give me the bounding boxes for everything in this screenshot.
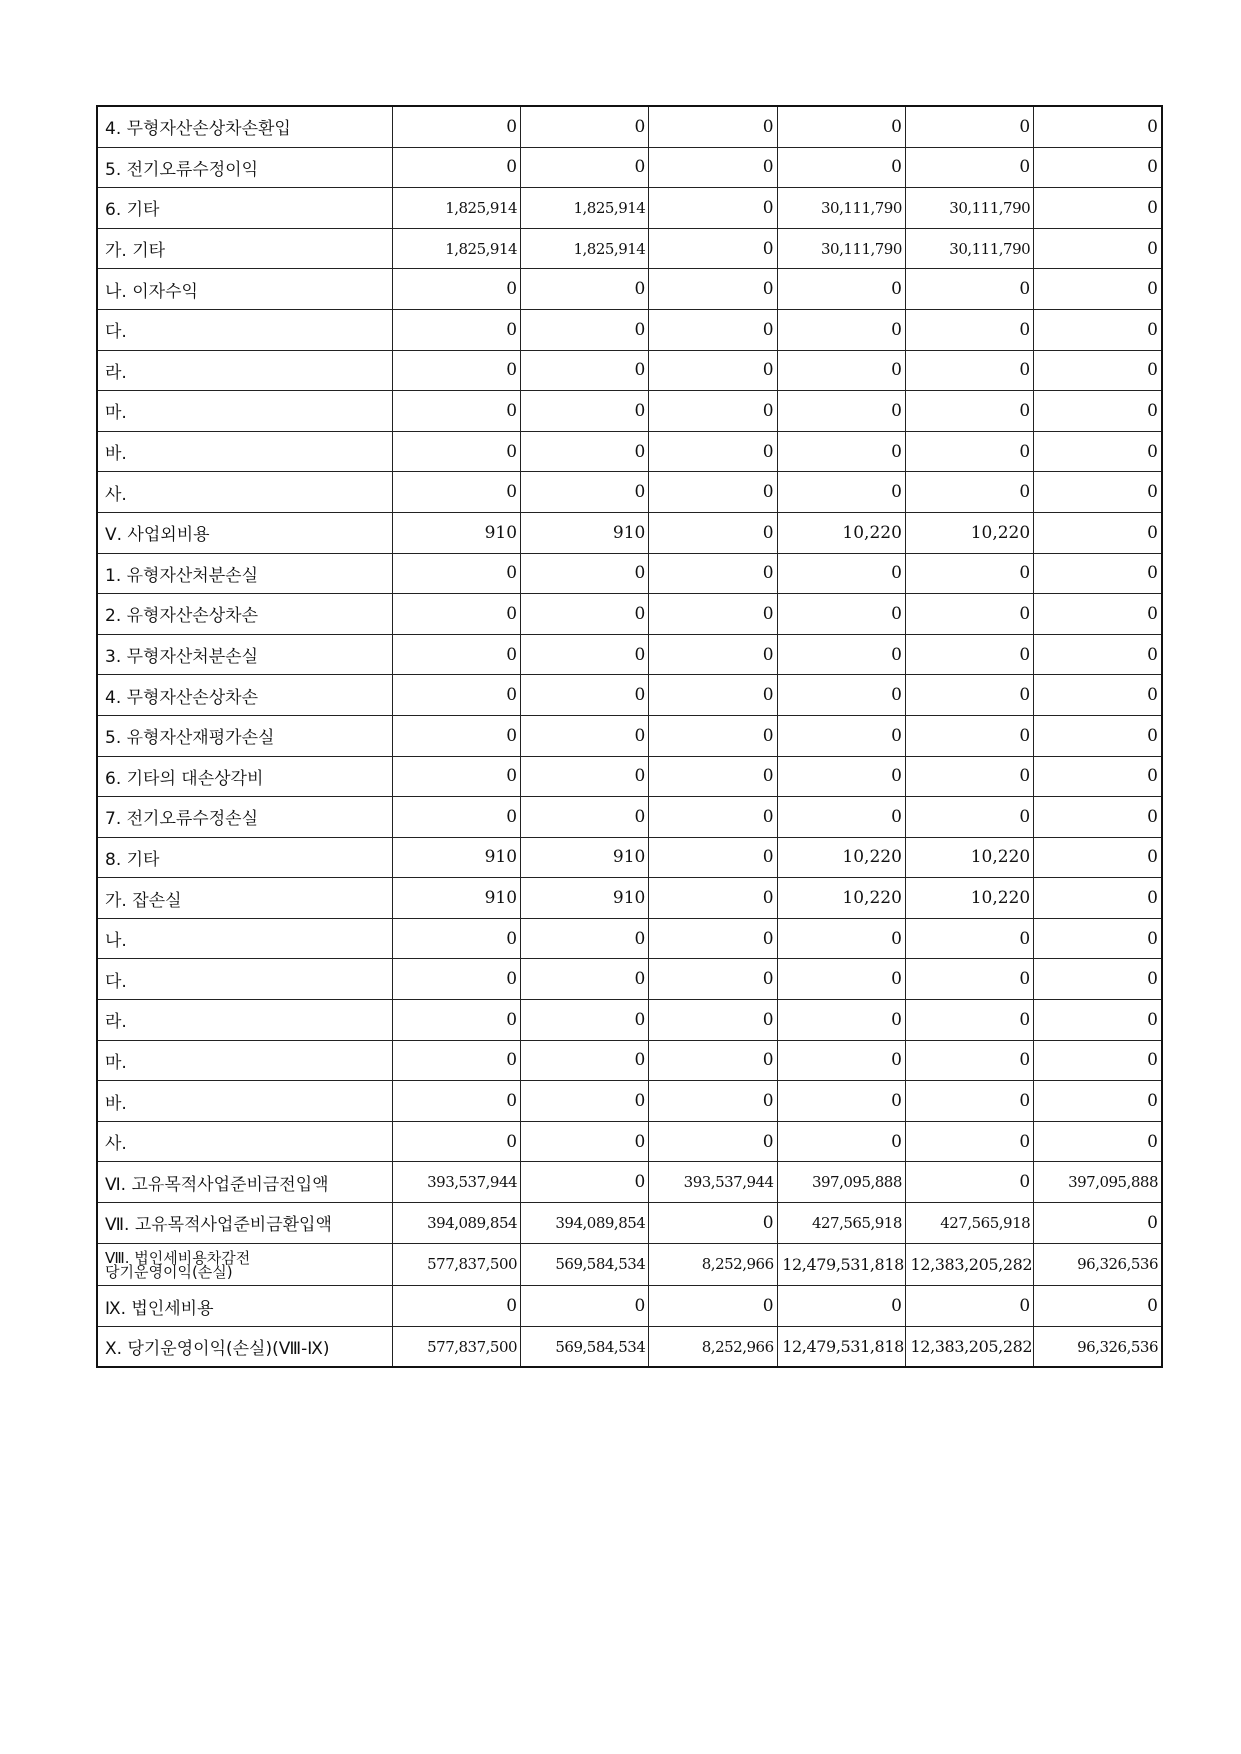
value-cell: 0 [649,512,777,553]
value-cell: 0 [521,797,649,838]
value-cell: 0 [521,106,649,147]
row-label: 5. 유형자산재평가손실 [97,715,392,756]
table-row [97,228,1162,269]
value-cell: 30,111,790 [905,188,1033,229]
row-label: Ⅶ. 고유목적사업준비금환입액 [97,1203,392,1244]
value-cell: 0 [521,634,649,675]
row-label: 3. 무형자산처분손실 [97,634,392,675]
value-cell: 0 [905,1040,1033,1081]
row-label: 라. [97,1000,392,1041]
value-cell: 0 [1034,959,1162,1000]
value-cell: 910 [521,512,649,553]
value-cell: 0 [777,594,905,635]
value-cell: 0 [777,756,905,797]
value-cell: 393,537,944 [649,1162,777,1203]
value-cell: 0 [777,553,905,594]
value-cell: 0 [649,837,777,878]
value-cell: 0 [905,147,1033,188]
value-cell: 0 [649,594,777,635]
value-cell: 30,111,790 [777,188,905,229]
value-cell: 0 [521,715,649,756]
value-cell: 0 [905,1121,1033,1162]
value-cell: 0 [521,350,649,391]
value-cell: 0 [1034,228,1162,269]
value-cell: 0 [521,269,649,310]
value-cell: 0 [392,1121,520,1162]
value-cell: 1,825,914 [392,188,520,229]
value-cell: 0 [649,188,777,229]
value-cell: 0 [1034,634,1162,675]
value-cell: 0 [649,1000,777,1041]
value-cell: 0 [905,959,1033,1000]
table-row [97,391,1162,432]
value-cell: 0 [521,675,649,716]
value-cell: 0 [521,431,649,472]
value-cell: 0 [905,634,1033,675]
value-cell: 0 [521,472,649,513]
value-cell: 393,537,944 [392,1162,520,1203]
value-cell: 10,220 [905,837,1033,878]
value-cell: 0 [392,715,520,756]
value-cell: 0 [521,1081,649,1122]
row-label: 1. 유형자산처분손실 [97,553,392,594]
row-label: Ⅴ. 사업외비용 [97,512,392,553]
value-cell: 8,252,966 [649,1243,777,1286]
value-cell: 0 [521,756,649,797]
value-cell: 0 [521,594,649,635]
value-cell: 0 [777,918,905,959]
value-cell: 0 [1034,106,1162,147]
value-cell: 0 [905,756,1033,797]
row-label: 나. [97,918,392,959]
value-cell: 0 [777,391,905,432]
value-cell: 910 [392,878,520,919]
value-cell: 0 [1034,756,1162,797]
value-cell: 394,089,854 [392,1203,520,1244]
row-label: 8. 기타 [97,837,392,878]
value-cell: 0 [1034,1286,1162,1327]
row-label: 다. [97,959,392,1000]
value-cell: 0 [392,959,520,1000]
table-row [97,472,1162,513]
value-cell: 0 [777,797,905,838]
value-cell: 0 [905,797,1033,838]
value-cell: 0 [521,1040,649,1081]
value-cell: 0 [777,472,905,513]
value-cell: 1,825,914 [521,188,649,229]
value-cell: 0 [1034,878,1162,919]
table-row [97,797,1162,838]
income-statement-table [96,105,1163,1368]
value-cell: 0 [521,918,649,959]
table-row [97,1000,1162,1041]
value-cell: 0 [649,147,777,188]
value-cell: 910 [521,878,649,919]
value-cell: 0 [777,634,905,675]
table-row [97,878,1162,919]
value-cell: 0 [1034,269,1162,310]
value-cell: 0 [1034,350,1162,391]
value-cell: 0 [905,1000,1033,1041]
value-cell: 10,220 [777,878,905,919]
value-cell: 10,220 [905,512,1033,553]
value-cell: 910 [392,512,520,553]
value-cell: 0 [1034,675,1162,716]
value-cell: 0 [649,634,777,675]
table-row [97,1162,1162,1203]
value-cell: 0 [521,309,649,350]
value-cell: 0 [649,756,777,797]
table-row [97,269,1162,310]
value-cell: 0 [777,1286,905,1327]
row-label: 바. [97,431,392,472]
value-cell: 0 [649,228,777,269]
value-cell: 0 [649,472,777,513]
row-label: 가. 기타 [97,228,392,269]
row-label-line: Ⅷ. 법인세비용차감전 [105,1249,251,1268]
row-label [97,1243,392,1286]
value-cell: 0 [521,959,649,1000]
value-cell: 30,111,790 [777,228,905,269]
value-cell: 10,220 [777,512,905,553]
row-label: 마. [97,391,392,432]
value-cell: 0 [521,1121,649,1162]
value-cell: 0 [649,1081,777,1122]
row-label: 다. [97,309,392,350]
value-cell: 0 [649,1286,777,1327]
value-cell: 0 [905,1286,1033,1327]
value-cell: 577,837,500 [392,1243,520,1286]
value-cell: 0 [1034,188,1162,229]
value-cell: 0 [649,391,777,432]
value-cell: 0 [392,1286,520,1327]
table-row [97,675,1162,716]
value-cell: 0 [649,918,777,959]
value-cell: 0 [1034,391,1162,432]
row-label: Ⅸ. 법인세비용 [97,1286,392,1327]
value-cell: 0 [1034,918,1162,959]
value-cell: 96,326,536 [1034,1243,1162,1286]
value-cell: 0 [392,553,520,594]
value-cell: 0 [777,1040,905,1081]
value-cell: 0 [392,675,520,716]
value-cell: 0 [392,756,520,797]
value-cell: 0 [905,918,1033,959]
value-cell: 0 [1034,594,1162,635]
value-cell: 0 [392,1000,520,1041]
value-cell: 0 [905,1081,1033,1122]
value-cell: 0 [392,106,520,147]
value-cell: 427,565,918 [777,1203,905,1244]
value-cell: 0 [1034,431,1162,472]
value-cell: 0 [649,431,777,472]
row-label: Ⅵ. 고유목적사업준비금전입액 [97,1162,392,1203]
table-row [97,1121,1162,1162]
value-cell: 0 [1034,837,1162,878]
value-cell: 397,095,888 [777,1162,905,1203]
value-cell: 30,111,790 [905,228,1033,269]
value-cell: 0 [392,1081,520,1122]
table-row [97,309,1162,350]
value-cell: 0 [649,715,777,756]
value-cell: 0 [649,878,777,919]
value-cell: 10,220 [905,878,1033,919]
value-cell: 0 [649,106,777,147]
value-cell: 0 [777,1121,905,1162]
value-cell: 8,252,966 [649,1326,777,1367]
table-row [97,594,1162,635]
value-cell: 0 [905,715,1033,756]
value-cell: 10,220 [777,837,905,878]
value-cell: 0 [777,350,905,391]
value-cell: 0 [392,1040,520,1081]
row-label: 6. 기타 [97,188,392,229]
table-row [97,756,1162,797]
row-label: 사. [97,1121,392,1162]
value-cell: 0 [392,147,520,188]
value-cell: 0 [649,1203,777,1244]
value-cell: 0 [1034,1040,1162,1081]
value-cell: 569,584,534 [521,1243,649,1286]
table-row [97,147,1162,188]
value-cell: 0 [649,309,777,350]
table-row [97,512,1162,553]
value-cell: 0 [905,106,1033,147]
value-cell: 0 [777,1000,905,1041]
value-cell: 0 [1034,715,1162,756]
value-cell: 0 [392,472,520,513]
value-cell: 0 [777,431,905,472]
value-cell: 12,479,531,818 [777,1243,905,1286]
value-cell: 0 [521,1000,649,1041]
value-cell: 0 [521,553,649,594]
row-label: 4. 무형자산손상차손 [97,675,392,716]
table-row [97,715,1162,756]
value-cell: 0 [777,147,905,188]
value-cell: 0 [905,553,1033,594]
value-cell: 0 [649,553,777,594]
value-cell: 0 [777,106,905,147]
value-cell: 0 [777,309,905,350]
value-cell: 0 [777,675,905,716]
value-cell: 0 [649,350,777,391]
value-cell: 0 [649,1121,777,1162]
value-cell: 0 [649,1040,777,1081]
value-cell: 0 [777,269,905,310]
row-label: 2. 유형자산손상차손 [97,594,392,635]
value-cell: 0 [392,309,520,350]
table-row [97,959,1162,1000]
table-row [97,350,1162,391]
table-row [97,553,1162,594]
value-cell: 0 [1034,1203,1162,1244]
value-cell: 569,584,534 [521,1326,649,1367]
table-row [97,918,1162,959]
value-cell: 0 [649,269,777,310]
value-cell: 0 [521,1162,649,1203]
value-cell: 0 [392,918,520,959]
table-row [97,1203,1162,1244]
row-label: 라. [97,350,392,391]
table-row [97,1286,1162,1327]
value-cell: 0 [1034,1121,1162,1162]
value-cell: 0 [905,1162,1033,1203]
value-cell: 0 [905,472,1033,513]
row-label: Ⅹ. 당기운영이익(손실)(Ⅷ-Ⅸ) [97,1326,392,1367]
value-cell: 910 [392,837,520,878]
value-cell: 12,383,205,282 [905,1243,1033,1286]
value-cell: 0 [905,391,1033,432]
row-label: 바. [97,1081,392,1122]
value-cell: 0 [1034,309,1162,350]
row-label: 마. [97,1040,392,1081]
value-cell: 910 [521,837,649,878]
value-cell: 0 [392,350,520,391]
value-cell: 12,383,205,282 [905,1326,1033,1367]
value-cell: 0 [905,269,1033,310]
value-cell: 96,326,536 [1034,1326,1162,1367]
value-cell: 0 [777,715,905,756]
table-row [97,188,1162,229]
value-cell: 0 [905,594,1033,635]
table-row [97,1040,1162,1081]
value-cell: 0 [392,391,520,432]
value-cell: 397,095,888 [1034,1162,1162,1203]
table-row [97,1081,1162,1122]
value-cell: 0 [905,350,1033,391]
row-label: 7. 전기오류수정손실 [97,797,392,838]
value-cell: 0 [1034,147,1162,188]
table-row [97,431,1162,472]
row-label-line: 당기운영이익(손실) [105,1263,233,1282]
value-cell: 394,089,854 [521,1203,649,1244]
value-cell: 0 [1034,1081,1162,1122]
value-cell: 0 [649,959,777,1000]
value-cell: 0 [1034,1000,1162,1041]
value-cell: 12,479,531,818 [777,1326,905,1367]
table-row [97,1243,1162,1286]
value-cell: 0 [777,1081,905,1122]
value-cell: 0 [521,1286,649,1327]
table-row [97,837,1162,878]
value-cell: 0 [777,959,905,1000]
row-label: 5. 전기오류수정이익 [97,147,392,188]
value-cell: 0 [521,147,649,188]
value-cell: 0 [1034,797,1162,838]
value-cell: 1,825,914 [392,228,520,269]
value-cell: 0 [392,431,520,472]
row-label: 4. 무형자산손상차손환입 [97,106,392,147]
value-cell: 0 [905,309,1033,350]
value-cell: 0 [1034,512,1162,553]
table-row [97,634,1162,675]
value-cell: 0 [1034,553,1162,594]
row-label: 6. 기타의 대손상각비 [97,756,392,797]
value-cell: 0 [905,675,1033,716]
row-label: 사. [97,472,392,513]
value-cell: 577,837,500 [392,1326,520,1367]
value-cell: 0 [392,634,520,675]
table-row [97,1326,1162,1367]
value-cell: 0 [1034,472,1162,513]
value-cell: 427,565,918 [905,1203,1033,1244]
value-cell: 0 [392,269,520,310]
value-cell: 0 [392,797,520,838]
value-cell: 0 [649,797,777,838]
value-cell: 0 [392,594,520,635]
value-cell: 0 [521,391,649,432]
value-cell: 0 [649,675,777,716]
value-cell: 1,825,914 [521,228,649,269]
row-label: 나. 이자수익 [97,269,392,310]
row-label: 가. 잡손실 [97,878,392,919]
table-row [97,106,1162,147]
table-body [97,106,1162,1367]
value-cell: 0 [905,431,1033,472]
